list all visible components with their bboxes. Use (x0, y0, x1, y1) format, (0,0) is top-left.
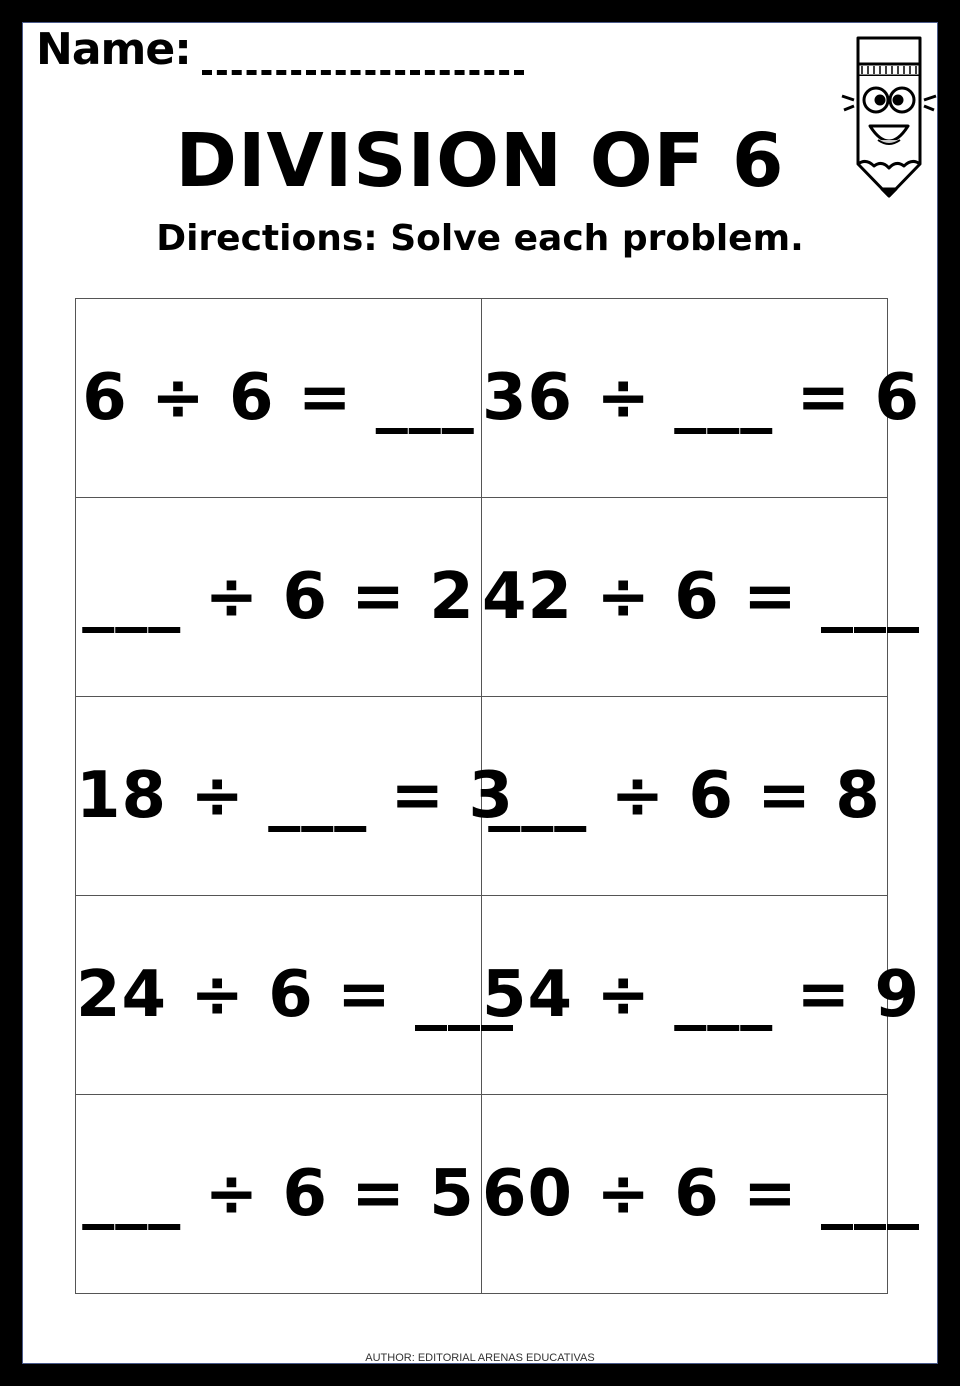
problem-cell[interactable]: 24 ÷ 6 = ___ (76, 896, 482, 1095)
problem-row (76, 498, 888, 697)
problem-cell[interactable]: 6 ÷ 6 = ___ (76, 299, 482, 498)
problem-cell[interactable]: ___ ÷ 6 = 2 (76, 498, 482, 697)
problem-cell[interactable]: 54 ÷ ___ = 9 (482, 896, 888, 1095)
problem-cell[interactable]: 42 ÷ 6 = ___ (482, 498, 888, 697)
name-label: Name: (36, 24, 191, 75)
directions-text: Directions: Solve each problem. (156, 218, 804, 259)
name-blank-line[interactable] (202, 70, 524, 75)
problem-cell[interactable]: 18 ÷ ___ = 3 (76, 697, 482, 896)
problem-cell[interactable]: ___ ÷ 6 = 5 (76, 1095, 482, 1294)
problem-row (76, 299, 888, 498)
page-title: DIVISION OF 6 (175, 118, 785, 204)
problem-cell[interactable]: 60 ÷ 6 = ___ (482, 1095, 888, 1294)
problem-cell[interactable]: 36 ÷ ___ = 6 (482, 299, 888, 498)
problem-row (76, 1095, 888, 1294)
problems-grid (75, 298, 920, 1294)
problem-row (76, 896, 888, 1095)
problem-row (76, 697, 888, 896)
author-credit: AUTHOR: EDITORIAL ARENAS EDUCATIVAS (365, 1352, 595, 1364)
problem-cell[interactable]: ___ ÷ 6 = 8 (482, 697, 888, 896)
